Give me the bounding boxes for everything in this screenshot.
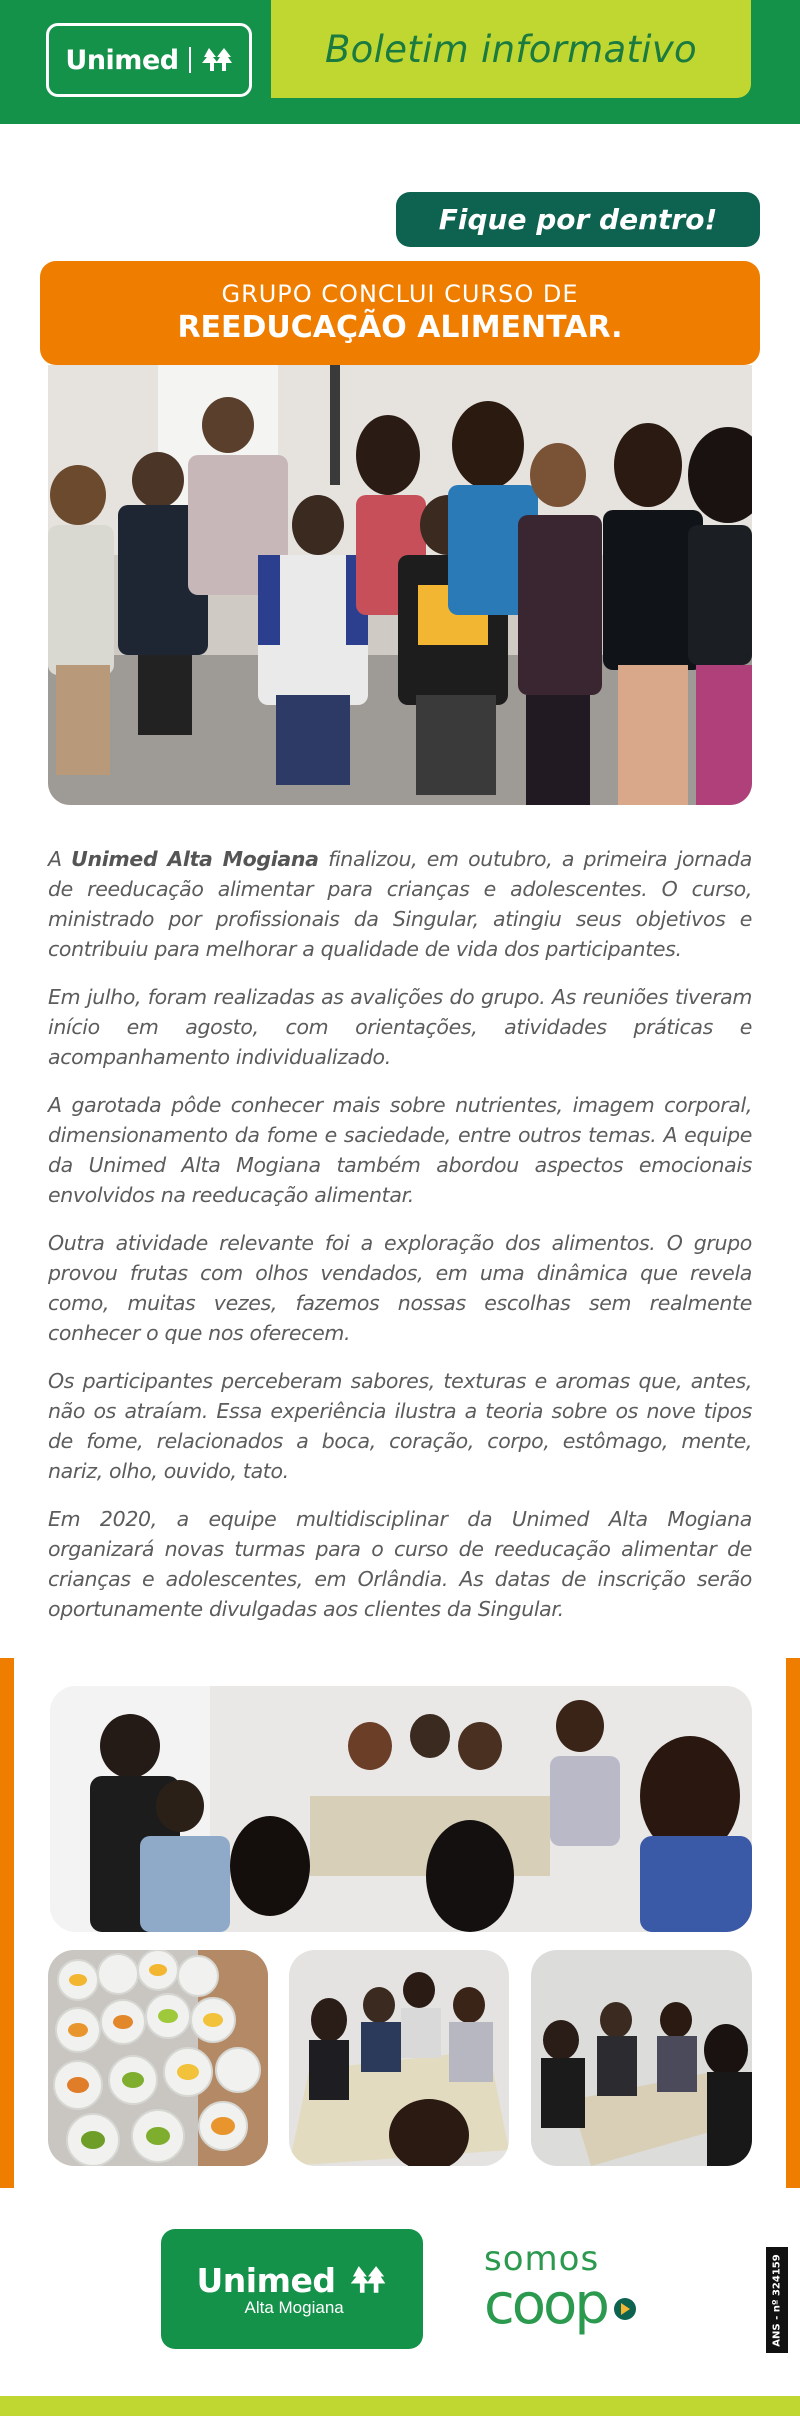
footer-band xyxy=(0,2396,800,2416)
article-paragraph: Os participantes perceberam sabores, texturas e aromas que, antes, não os atraíam. Essa experiência ilustra a teoria sobre os nove tipos de fome, relacionados a boca, coração, corpo, estômago, mente, nariz, olho, ouvido, tato. xyxy=(48,1369,752,1483)
paragraph-text: finalizou, em outubro, a primeira jornada de reeducação alimentar para crianças e adolescentes. O curso, ministrado por profissionais da Singular, atingiu seus objetivos e contribuiu para melhorar a qualidade de vida dos participantes. xyxy=(48,847,752,961)
headline-line1: GRUPO CONCLUI CURSO DE xyxy=(221,280,579,308)
brand-name: Unimed Alta Mogiana xyxy=(71,847,319,871)
coop-word: coop xyxy=(484,2272,607,2337)
coop-bottom-text xyxy=(484,2272,654,2337)
coop-arrow-icon xyxy=(614,2298,636,2320)
unimed-alta-mogiana-logo xyxy=(161,2229,423,2349)
unimed-logo xyxy=(46,23,252,97)
group-photo-main xyxy=(48,365,752,805)
meeting-photo xyxy=(50,1686,752,1932)
unimed-tree-icon xyxy=(201,47,233,73)
somos-coop-logo xyxy=(484,2239,654,2337)
headline-box xyxy=(40,261,760,365)
side-accent-left xyxy=(0,1658,14,2188)
headline-line2: REEDUCAÇÃO ALIMENTAR. xyxy=(177,310,623,345)
article-paragraph xyxy=(48,844,752,964)
logo-wordmark: Unimed xyxy=(65,44,179,76)
footer-logo-subtitle: Alta Mogiana xyxy=(244,2297,344,2317)
side-accent-right xyxy=(786,1658,800,2188)
article-paragraph: Em 2020, a equipe multidisciplinar da Unimed Alta Mogiana organizará novas turmas para o curso de reeducação alimentar de crianças e adolescentes, em Orlândia. As datas de inscrição serão oportunamente divulgadas aos clientes da Singular. xyxy=(48,1507,752,1621)
fruit-cups-photo xyxy=(48,1950,268,2166)
article-paragraph: A garotada pôde conhecer mais sobre nutrientes, imagem corporal, dimensionamento da fome e saciedade, entre outros temas. A equipe da Unimed Alta Mogiana também abordou aspectos emocionais envolvidos na reeducação alimentar. xyxy=(48,1093,752,1207)
footer-logo-wordmark: Unimed xyxy=(196,2260,336,2300)
section-tag-label: Fique por dentro! xyxy=(438,203,718,236)
table-activity-photo xyxy=(289,1950,509,2166)
paragraph-prefix: A xyxy=(48,847,72,871)
section-tag xyxy=(396,192,760,247)
unimed-tree-icon xyxy=(348,2265,388,2295)
classroom-photo xyxy=(531,1950,752,2166)
ans-label: ANS - nº 324159 xyxy=(771,2253,783,2347)
newsletter-banner xyxy=(271,0,751,98)
banner-title: Boletim informativo xyxy=(325,27,697,71)
logo-divider xyxy=(189,47,191,73)
ans-registration-badge xyxy=(766,2247,788,2353)
article-paragraph: Outra atividade relevante foi a exploração dos alimentos. O grupo provou frutas com olhos vendados, em uma dinâmica que revela como, muitas vezes, fazemos nossas escolhas sem realmente conhecer o que nos oferecem. xyxy=(48,1231,752,1345)
article-paragraph: Em julho, foram realizadas as avalições do grupo. As reuniões tiveram início em agosto, com orientações, atividades práticas e acompanhamento individualizado. xyxy=(48,985,752,1069)
article-body xyxy=(48,844,752,1642)
coop-top-text: somos xyxy=(484,2239,600,2279)
